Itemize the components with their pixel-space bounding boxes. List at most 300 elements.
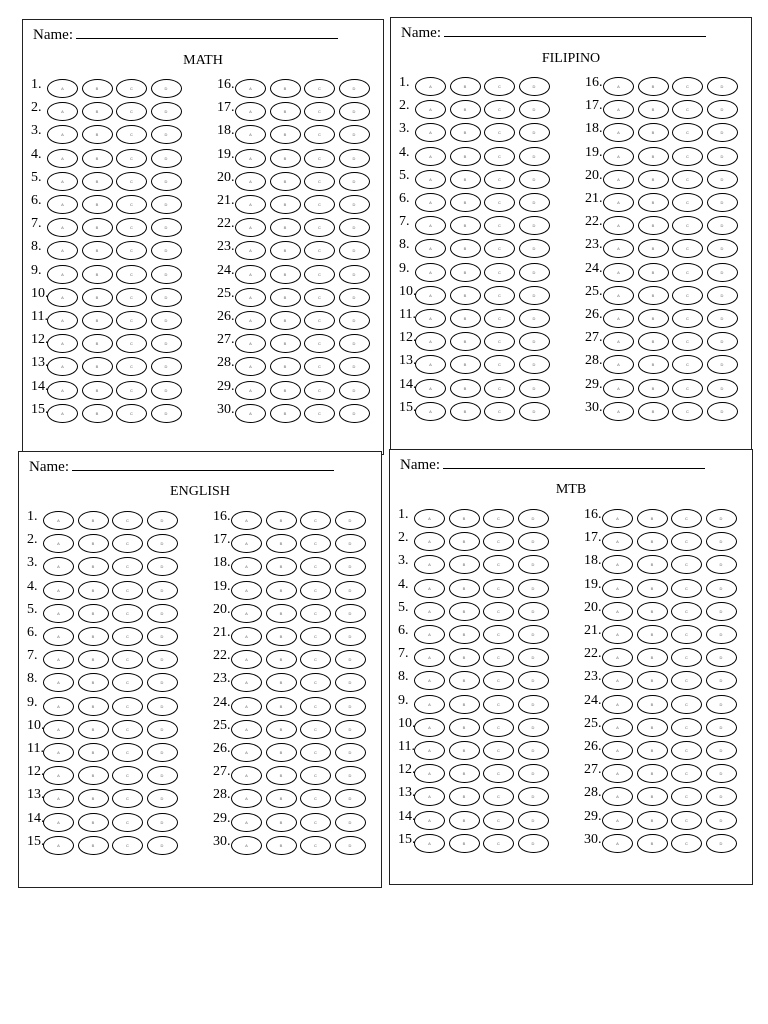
answer-bubble-d[interactable]: D — [151, 218, 182, 237]
answer-bubble-a[interactable]: A — [415, 123, 446, 142]
answer-bubble-c[interactable]: C — [300, 581, 331, 600]
answer-bubble-b[interactable]: B — [78, 627, 109, 646]
answer-bubble-b[interactable]: B — [82, 79, 113, 98]
answer-bubble-c[interactable]: C — [672, 263, 703, 282]
answer-bubble-d[interactable]: D — [339, 381, 370, 400]
answer-bubble-a[interactable]: A — [602, 579, 633, 598]
answer-bubble-c[interactable]: C — [484, 193, 515, 212]
answer-bubble-d[interactable]: D — [706, 648, 737, 667]
answer-bubble-c[interactable]: C — [116, 102, 147, 121]
answer-bubble-c[interactable]: C — [484, 216, 515, 235]
answer-bubble-a[interactable]: A — [415, 332, 446, 351]
answer-bubble-d[interactable]: D — [335, 720, 366, 739]
answer-bubble-d[interactable]: D — [706, 602, 737, 621]
answer-bubble-c[interactable]: C — [671, 718, 702, 737]
answer-bubble-a[interactable]: A — [414, 695, 445, 714]
answer-bubble-d[interactable]: D — [519, 379, 550, 398]
answer-bubble-d[interactable]: D — [335, 650, 366, 669]
answer-bubble-c[interactable]: C — [671, 648, 702, 667]
answer-bubble-d[interactable]: D — [518, 834, 549, 853]
answer-bubble-d[interactable]: D — [707, 332, 738, 351]
answer-bubble-c[interactable]: C — [300, 511, 331, 530]
answer-bubble-c[interactable]: C — [672, 170, 703, 189]
answer-bubble-b[interactable]: B — [450, 332, 481, 351]
answer-bubble-a[interactable]: A — [414, 764, 445, 783]
answer-bubble-d[interactable]: D — [151, 404, 182, 423]
answer-bubble-a[interactable]: A — [603, 239, 634, 258]
answer-bubble-b[interactable]: B — [82, 288, 113, 307]
answer-bubble-c[interactable]: C — [484, 170, 515, 189]
answer-bubble-b[interactable]: B — [638, 147, 669, 166]
answer-bubble-c[interactable]: C — [116, 334, 147, 353]
answer-bubble-d[interactable]: D — [518, 741, 549, 760]
answer-bubble-c[interactable]: C — [300, 673, 331, 692]
answer-bubble-a[interactable]: A — [47, 195, 78, 214]
answer-bubble-d[interactable]: D — [707, 309, 738, 328]
answer-bubble-d[interactable]: D — [706, 555, 737, 574]
answer-bubble-c[interactable]: C — [484, 355, 515, 374]
answer-bubble-a[interactable]: A — [602, 718, 633, 737]
answer-bubble-c[interactable]: C — [304, 79, 335, 98]
answer-bubble-a[interactable]: A — [603, 147, 634, 166]
answer-bubble-d[interactable]: D — [339, 357, 370, 376]
answer-bubble-d[interactable]: D — [706, 695, 737, 714]
answer-bubble-b[interactable]: B — [638, 309, 669, 328]
answer-bubble-a[interactable]: A — [47, 334, 78, 353]
answer-bubble-b[interactable]: B — [638, 100, 669, 119]
answer-bubble-a[interactable]: A — [415, 147, 446, 166]
answer-bubble-d[interactable]: D — [147, 789, 178, 808]
answer-bubble-d[interactable]: D — [335, 766, 366, 785]
answer-bubble-b[interactable]: B — [449, 695, 480, 714]
answer-bubble-b[interactable]: B — [450, 286, 481, 305]
answer-bubble-d[interactable]: D — [519, 286, 550, 305]
answer-bubble-c[interactable]: C — [112, 836, 143, 855]
answer-bubble-b[interactable]: B — [82, 404, 113, 423]
answer-bubble-c[interactable]: C — [304, 334, 335, 353]
answer-bubble-c[interactable]: C — [304, 288, 335, 307]
answer-bubble-b[interactable]: B — [637, 602, 668, 621]
answer-bubble-c[interactable]: C — [304, 357, 335, 376]
name-write-line[interactable] — [72, 456, 334, 471]
answer-bubble-b[interactable]: B — [638, 263, 669, 282]
answer-bubble-b[interactable]: B — [450, 355, 481, 374]
answer-bubble-c[interactable]: C — [484, 77, 515, 96]
answer-bubble-a[interactable]: A — [235, 381, 266, 400]
answer-bubble-a[interactable]: A — [43, 581, 74, 600]
answer-bubble-b[interactable]: B — [637, 741, 668, 760]
answer-bubble-b[interactable]: B — [637, 671, 668, 690]
answer-bubble-b[interactable]: B — [266, 743, 297, 762]
answer-bubble-b[interactable]: B — [450, 77, 481, 96]
answer-bubble-a[interactable]: A — [415, 379, 446, 398]
answer-bubble-c[interactable]: C — [304, 404, 335, 423]
answer-bubble-a[interactable]: A — [603, 355, 634, 374]
answer-bubble-c[interactable]: C — [483, 834, 514, 853]
answer-bubble-d[interactable]: D — [339, 172, 370, 191]
answer-bubble-c[interactable]: C — [484, 309, 515, 328]
answer-bubble-b[interactable]: B — [638, 402, 669, 421]
answer-bubble-d[interactable]: D — [518, 509, 549, 528]
answer-bubble-c[interactable]: C — [672, 216, 703, 235]
answer-bubble-c[interactable]: C — [304, 195, 335, 214]
answer-bubble-b[interactable]: B — [266, 581, 297, 600]
answer-bubble-d[interactable]: D — [706, 532, 737, 551]
answer-bubble-d[interactable]: D — [151, 288, 182, 307]
answer-bubble-d[interactable]: D — [335, 627, 366, 646]
answer-bubble-d[interactable]: D — [706, 509, 737, 528]
answer-bubble-a[interactable]: A — [47, 172, 78, 191]
answer-bubble-c[interactable]: C — [483, 671, 514, 690]
name-write-line[interactable] — [444, 22, 706, 37]
answer-bubble-b[interactable]: B — [637, 579, 668, 598]
answer-bubble-a[interactable]: A — [235, 102, 266, 121]
answer-bubble-b[interactable]: B — [266, 789, 297, 808]
answer-bubble-d[interactable]: D — [707, 402, 738, 421]
answer-bubble-c[interactable]: C — [112, 557, 143, 576]
answer-bubble-d[interactable]: D — [335, 534, 366, 553]
answer-bubble-c[interactable]: C — [483, 532, 514, 551]
answer-bubble-c[interactable]: C — [671, 834, 702, 853]
answer-bubble-b[interactable]: B — [78, 720, 109, 739]
answer-bubble-d[interactable]: D — [151, 381, 182, 400]
answer-bubble-d[interactable]: D — [518, 811, 549, 830]
answer-bubble-a[interactable]: A — [43, 697, 74, 716]
answer-bubble-c[interactable]: C — [672, 123, 703, 142]
answer-bubble-b[interactable]: B — [270, 334, 301, 353]
answer-bubble-b[interactable]: B — [270, 241, 301, 260]
answer-bubble-a[interactable]: A — [414, 811, 445, 830]
answer-bubble-b[interactable]: B — [78, 581, 109, 600]
answer-bubble-a[interactable]: A — [231, 697, 262, 716]
answer-bubble-c[interactable]: C — [304, 381, 335, 400]
answer-bubble-b[interactable]: B — [637, 555, 668, 574]
answer-bubble-b[interactable]: B — [449, 671, 480, 690]
answer-bubble-b[interactable]: B — [266, 766, 297, 785]
answer-bubble-d[interactable]: D — [147, 581, 178, 600]
answer-bubble-b[interactable]: B — [637, 625, 668, 644]
answer-bubble-b[interactable]: B — [449, 764, 480, 783]
answer-bubble-c[interactable]: C — [484, 239, 515, 258]
answer-bubble-a[interactable]: A — [231, 813, 262, 832]
answer-bubble-b[interactable]: B — [449, 648, 480, 667]
answer-bubble-c[interactable]: C — [112, 697, 143, 716]
answer-bubble-c[interactable]: C — [483, 579, 514, 598]
answer-bubble-a[interactable]: A — [602, 695, 633, 714]
answer-bubble-c[interactable]: C — [671, 811, 702, 830]
answer-bubble-c[interactable]: C — [672, 355, 703, 374]
answer-bubble-d[interactable]: D — [707, 170, 738, 189]
answer-bubble-b[interactable]: B — [82, 218, 113, 237]
answer-bubble-a[interactable]: A — [415, 216, 446, 235]
answer-bubble-d[interactable]: D — [147, 673, 178, 692]
answer-bubble-d[interactable]: D — [147, 604, 178, 623]
answer-bubble-a[interactable]: A — [47, 149, 78, 168]
answer-bubble-a[interactable]: A — [43, 836, 74, 855]
answer-bubble-c[interactable]: C — [300, 534, 331, 553]
answer-bubble-b[interactable]: B — [266, 673, 297, 692]
answer-bubble-a[interactable]: A — [414, 602, 445, 621]
answer-bubble-a[interactable]: A — [602, 671, 633, 690]
answer-bubble-a[interactable]: A — [235, 265, 266, 284]
answer-bubble-d[interactable]: D — [518, 718, 549, 737]
answer-bubble-d[interactable]: D — [339, 125, 370, 144]
answer-bubble-a[interactable]: A — [231, 789, 262, 808]
answer-bubble-d[interactable]: D — [147, 720, 178, 739]
answer-bubble-b[interactable]: B — [450, 147, 481, 166]
name-write-line[interactable] — [76, 24, 338, 39]
answer-bubble-c[interactable]: C — [672, 147, 703, 166]
answer-bubble-a[interactable]: A — [43, 813, 74, 832]
answer-bubble-a[interactable]: A — [603, 100, 634, 119]
answer-bubble-a[interactable]: A — [43, 627, 74, 646]
answer-bubble-d[interactable]: D — [151, 311, 182, 330]
answer-bubble-c[interactable]: C — [671, 764, 702, 783]
answer-bubble-a[interactable]: A — [235, 311, 266, 330]
answer-bubble-b[interactable]: B — [78, 534, 109, 553]
answer-bubble-c[interactable]: C — [483, 811, 514, 830]
answer-bubble-d[interactable]: D — [519, 216, 550, 235]
answer-bubble-b[interactable]: B — [449, 555, 480, 574]
answer-bubble-c[interactable]: C — [300, 720, 331, 739]
answer-bubble-d[interactable]: D — [518, 695, 549, 714]
answer-bubble-b[interactable]: B — [270, 79, 301, 98]
answer-bubble-b[interactable]: B — [450, 100, 481, 119]
answer-bubble-d[interactable]: D — [147, 743, 178, 762]
answer-bubble-a[interactable]: A — [602, 648, 633, 667]
answer-bubble-d[interactable]: D — [147, 813, 178, 832]
answer-bubble-b[interactable]: B — [82, 125, 113, 144]
answer-bubble-c[interactable]: C — [672, 77, 703, 96]
answer-bubble-a[interactable]: A — [415, 100, 446, 119]
answer-bubble-d[interactable]: D — [339, 149, 370, 168]
answer-bubble-a[interactable]: A — [603, 216, 634, 235]
answer-bubble-d[interactable]: D — [519, 239, 550, 258]
answer-bubble-c[interactable]: C — [112, 766, 143, 785]
answer-bubble-d[interactable]: D — [706, 718, 737, 737]
answer-bubble-b[interactable]: B — [82, 149, 113, 168]
answer-bubble-d[interactable]: D — [706, 579, 737, 598]
answer-bubble-b[interactable]: B — [449, 509, 480, 528]
answer-bubble-d[interactable]: D — [335, 789, 366, 808]
answer-bubble-c[interactable]: C — [304, 149, 335, 168]
answer-bubble-b[interactable]: B — [270, 102, 301, 121]
answer-bubble-d[interactable]: D — [518, 764, 549, 783]
answer-bubble-a[interactable]: A — [415, 170, 446, 189]
answer-bubble-b[interactable]: B — [266, 557, 297, 576]
answer-bubble-b[interactable]: B — [450, 193, 481, 212]
answer-bubble-b[interactable]: B — [78, 789, 109, 808]
answer-bubble-c[interactable]: C — [672, 193, 703, 212]
answer-bubble-b[interactable]: B — [78, 673, 109, 692]
answer-bubble-c[interactable]: C — [300, 766, 331, 785]
answer-bubble-b[interactable]: B — [82, 195, 113, 214]
answer-bubble-b[interactable]: B — [82, 357, 113, 376]
answer-bubble-d[interactable]: D — [151, 172, 182, 191]
answer-bubble-b[interactable]: B — [449, 811, 480, 830]
answer-bubble-a[interactable]: A — [43, 720, 74, 739]
answer-bubble-b[interactable]: B — [270, 125, 301, 144]
answer-bubble-b[interactable]: B — [637, 532, 668, 551]
answer-bubble-c[interactable]: C — [112, 813, 143, 832]
answer-bubble-c[interactable]: C — [304, 102, 335, 121]
answer-bubble-a[interactable]: A — [231, 581, 262, 600]
answer-bubble-a[interactable]: A — [47, 404, 78, 423]
answer-bubble-a[interactable]: A — [602, 532, 633, 551]
answer-bubble-d[interactable]: D — [339, 288, 370, 307]
answer-bubble-a[interactable]: A — [415, 263, 446, 282]
answer-bubble-a[interactable]: A — [414, 671, 445, 690]
answer-bubble-a[interactable]: A — [235, 218, 266, 237]
answer-bubble-c[interactable]: C — [112, 720, 143, 739]
answer-bubble-c[interactable]: C — [483, 764, 514, 783]
answer-bubble-d[interactable]: D — [519, 332, 550, 351]
answer-bubble-c[interactable]: C — [483, 555, 514, 574]
answer-bubble-c[interactable]: C — [300, 836, 331, 855]
answer-bubble-b[interactable]: B — [82, 102, 113, 121]
answer-bubble-a[interactable]: A — [603, 379, 634, 398]
answer-bubble-a[interactable]: A — [43, 650, 74, 669]
answer-bubble-c[interactable]: C — [484, 123, 515, 142]
answer-bubble-b[interactable]: B — [638, 239, 669, 258]
answer-bubble-b[interactable]: B — [449, 741, 480, 760]
answer-bubble-c[interactable]: C — [112, 650, 143, 669]
answer-bubble-c[interactable]: C — [304, 311, 335, 330]
answer-bubble-a[interactable]: A — [231, 673, 262, 692]
answer-bubble-c[interactable]: C — [483, 625, 514, 644]
answer-bubble-d[interactable]: D — [707, 355, 738, 374]
answer-bubble-d[interactable]: D — [151, 125, 182, 144]
answer-bubble-c[interactable]: C — [112, 789, 143, 808]
answer-bubble-c[interactable]: C — [671, 625, 702, 644]
answer-bubble-c[interactable]: C — [483, 509, 514, 528]
answer-bubble-b[interactable]: B — [266, 813, 297, 832]
answer-bubble-c[interactable]: C — [300, 604, 331, 623]
answer-bubble-b[interactable]: B — [266, 650, 297, 669]
answer-bubble-d[interactable]: D — [335, 511, 366, 530]
answer-bubble-b[interactable]: B — [638, 332, 669, 351]
answer-bubble-d[interactable]: D — [519, 193, 550, 212]
answer-bubble-a[interactable]: A — [415, 355, 446, 374]
answer-bubble-b[interactable]: B — [78, 766, 109, 785]
answer-bubble-a[interactable]: A — [602, 834, 633, 853]
answer-bubble-d[interactable]: D — [339, 195, 370, 214]
answer-bubble-b[interactable]: B — [638, 379, 669, 398]
answer-bubble-b[interactable]: B — [82, 381, 113, 400]
answer-bubble-c[interactable]: C — [483, 718, 514, 737]
answer-bubble-d[interactable]: D — [339, 404, 370, 423]
answer-bubble-b[interactable]: B — [82, 172, 113, 191]
answer-bubble-a[interactable]: A — [602, 787, 633, 806]
answer-bubble-c[interactable]: C — [112, 627, 143, 646]
answer-bubble-b[interactable]: B — [78, 604, 109, 623]
answer-bubble-a[interactable]: A — [235, 172, 266, 191]
answer-bubble-d[interactable]: D — [151, 357, 182, 376]
answer-bubble-b[interactable]: B — [82, 334, 113, 353]
answer-bubble-c[interactable]: C — [483, 787, 514, 806]
answer-bubble-c[interactable]: C — [484, 147, 515, 166]
answer-bubble-c[interactable]: C — [116, 404, 147, 423]
answer-bubble-c[interactable]: C — [671, 695, 702, 714]
answer-bubble-a[interactable]: A — [231, 534, 262, 553]
answer-bubble-b[interactable]: B — [449, 787, 480, 806]
answer-bubble-b[interactable]: B — [450, 263, 481, 282]
answer-bubble-a[interactable]: A — [414, 579, 445, 598]
answer-bubble-b[interactable]: B — [78, 650, 109, 669]
answer-bubble-b[interactable]: B — [638, 355, 669, 374]
answer-bubble-b[interactable]: B — [78, 836, 109, 855]
answer-bubble-c[interactable]: C — [116, 79, 147, 98]
answer-bubble-a[interactable]: A — [414, 509, 445, 528]
answer-bubble-d[interactable]: D — [706, 671, 737, 690]
answer-bubble-d[interactable]: D — [335, 697, 366, 716]
answer-bubble-b[interactable]: B — [449, 625, 480, 644]
answer-bubble-b[interactable]: B — [450, 216, 481, 235]
answer-bubble-b[interactable]: B — [270, 357, 301, 376]
answer-bubble-c[interactable]: C — [483, 695, 514, 714]
answer-bubble-c[interactable]: C — [484, 379, 515, 398]
answer-bubble-d[interactable]: D — [339, 311, 370, 330]
answer-bubble-b[interactable]: B — [270, 288, 301, 307]
answer-bubble-b[interactable]: B — [449, 579, 480, 598]
answer-bubble-c[interactable]: C — [483, 741, 514, 760]
answer-bubble-c[interactable]: C — [672, 402, 703, 421]
answer-bubble-c[interactable]: C — [671, 602, 702, 621]
answer-bubble-c[interactable]: C — [671, 509, 702, 528]
answer-bubble-b[interactable]: B — [270, 265, 301, 284]
answer-bubble-b[interactable]: B — [450, 309, 481, 328]
answer-bubble-a[interactable]: A — [602, 741, 633, 760]
answer-bubble-c[interactable]: C — [116, 288, 147, 307]
answer-bubble-b[interactable]: B — [270, 404, 301, 423]
answer-bubble-b[interactable]: B — [638, 286, 669, 305]
answer-bubble-c[interactable]: C — [112, 673, 143, 692]
answer-bubble-a[interactable]: A — [414, 625, 445, 644]
answer-bubble-b[interactable]: B — [638, 216, 669, 235]
answer-bubble-d[interactable]: D — [339, 241, 370, 260]
answer-bubble-a[interactable]: A — [47, 218, 78, 237]
answer-bubble-d[interactable]: D — [706, 741, 737, 760]
answer-bubble-d[interactable]: D — [339, 79, 370, 98]
answer-bubble-a[interactable]: A — [603, 123, 634, 142]
answer-bubble-b[interactable]: B — [266, 836, 297, 855]
answer-bubble-c[interactable]: C — [484, 332, 515, 351]
answer-bubble-b[interactable]: B — [637, 787, 668, 806]
answer-bubble-b[interactable]: B — [637, 648, 668, 667]
answer-bubble-d[interactable]: D — [706, 764, 737, 783]
answer-bubble-d[interactable]: D — [151, 265, 182, 284]
answer-bubble-a[interactable]: A — [47, 241, 78, 260]
answer-bubble-d[interactable]: D — [707, 263, 738, 282]
answer-bubble-c[interactable]: C — [300, 557, 331, 576]
answer-bubble-c[interactable]: C — [116, 172, 147, 191]
answer-bubble-c[interactable]: C — [300, 743, 331, 762]
answer-bubble-a[interactable]: A — [43, 673, 74, 692]
answer-bubble-d[interactable]: D — [147, 836, 178, 855]
answer-bubble-a[interactable]: A — [602, 602, 633, 621]
answer-bubble-a[interactable]: A — [602, 555, 633, 574]
answer-bubble-d[interactable]: D — [707, 239, 738, 258]
answer-bubble-b[interactable]: B — [78, 743, 109, 762]
answer-bubble-c[interactable]: C — [116, 241, 147, 260]
answer-bubble-a[interactable]: A — [603, 402, 634, 421]
answer-bubble-b[interactable]: B — [266, 720, 297, 739]
answer-bubble-c[interactable]: C — [671, 579, 702, 598]
answer-bubble-a[interactable]: A — [603, 170, 634, 189]
answer-bubble-a[interactable]: A — [603, 77, 634, 96]
answer-bubble-b[interactable]: B — [638, 123, 669, 142]
answer-bubble-a[interactable]: A — [231, 743, 262, 762]
